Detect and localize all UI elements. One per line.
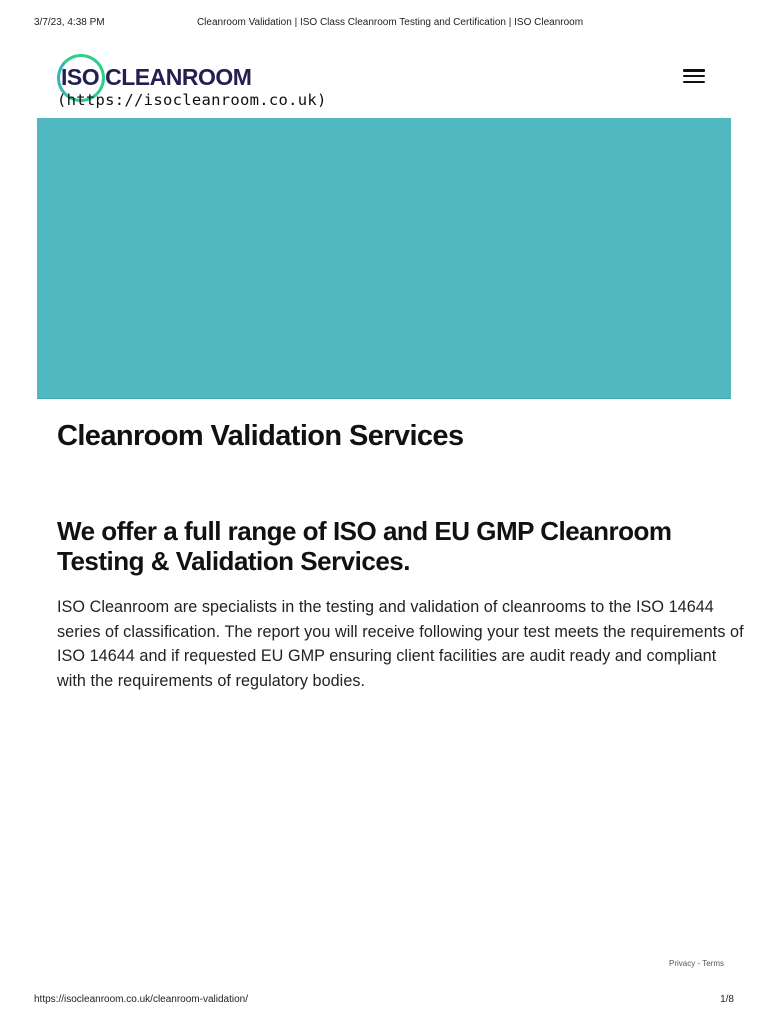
site-header — [0, 52, 768, 114]
privacy-link[interactable]: Privacy — [669, 959, 696, 968]
logo-wordmark — [61, 64, 251, 91]
page-indicator: 1/8 — [720, 994, 734, 1005]
menu-bar — [683, 81, 705, 84]
logo-part-iso: ISO — [61, 64, 100, 90]
link-separator: - — [695, 959, 703, 968]
page-title: Cleanroom Validation Services — [57, 420, 464, 452]
section-subtitle: We offer a full range of ISO and EU GMP Cleanroom Testing & Validation Services. — [57, 516, 672, 576]
print-datetime: 3/7/23, 4:38 PM — [34, 17, 105, 28]
logo-part-cleanroom: CLEANROOM — [105, 64, 252, 90]
hero-banner — [37, 118, 731, 399]
recaptcha-links — [669, 959, 724, 968]
hamburger-menu-icon[interactable] — [683, 69, 705, 85]
print-url: https://isocleanroom.co.uk/cleanroom-validation/ — [34, 994, 248, 1005]
terms-link[interactable]: Terms — [702, 959, 724, 968]
menu-bar — [683, 75, 705, 78]
menu-bar — [683, 69, 705, 72]
print-header — [0, 17, 768, 31]
print-footer — [0, 994, 768, 1008]
logo-url-text: (https://isocleanroom.co.uk) — [57, 91, 327, 109]
body-paragraph: ISO Cleanroom are specialists in the testing and validation of cleanrooms to the ISO 14644 series of classification. The report you will receive following your test meets the requirements of ISO 14644 and if requested EU GMP ensuring client facilities are audit ready and compliant with the requirements of regulatory bodies. — [57, 598, 744, 690]
logo-link[interactable] — [57, 54, 327, 112]
print-document-title: Cleanroom Validation | ISO Class Cleanroom Testing and Certification | ISO Cleanroom — [196, 17, 584, 28]
